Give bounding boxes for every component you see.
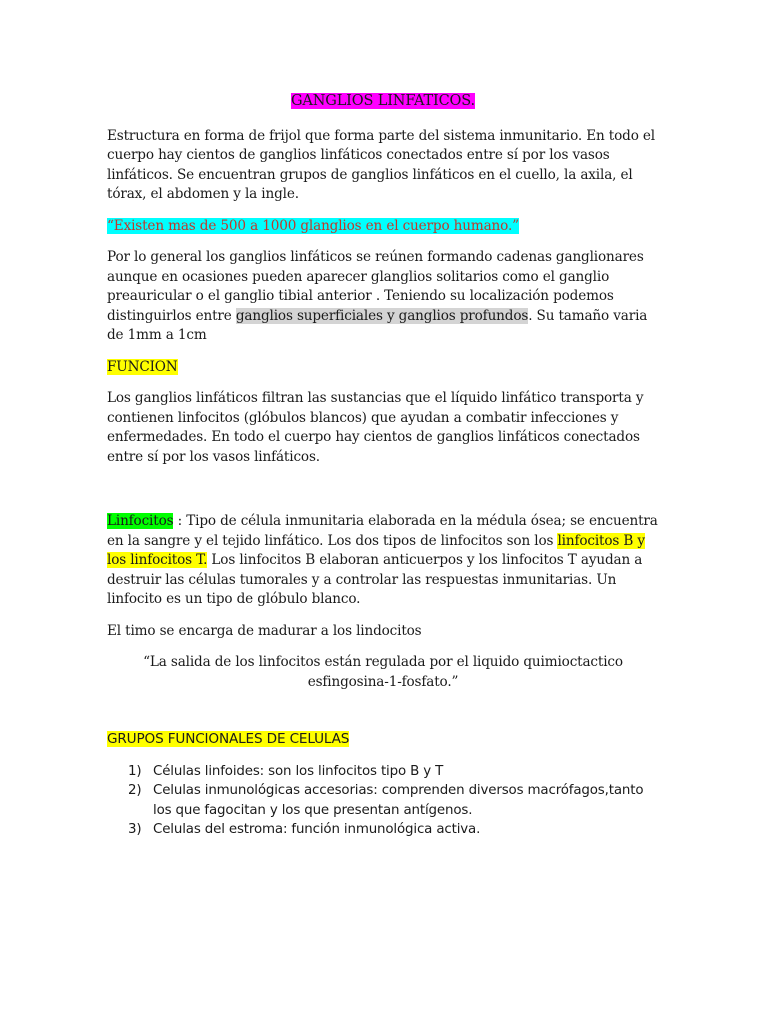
linfocitos-term: Linfocitos <box>107 513 174 529</box>
salida-quote: “La salida de los linfocitos están regulada por el liquido quimioctactico esfingosina-1-fosfato.” <box>143 654 623 690</box>
funcion-paragraph: Los ganglios linfáticos filtran las sustancias que el líquido linfático transporta y contienen linfocitos (glóbulos blancos) que ayudan a combatir infecciones y enfermedades. En todo el cuerpo hay cientos de ganglios linfáticos conectados entre sí por los vasos linfáticos. <box>107 390 644 465</box>
list-item-number: 1) <box>128 763 142 779</box>
chains-text-before: Por lo general los ganglios linfáticos se reúnen formando cadenas ganglionares aunque en ocasiones pueden aparecer glanglios solitarios como el ganglio preauricular o el ganglio tibial anterior . Teniendo su localización podemos distinguirlos entre <box>107 249 644 324</box>
quote-paragraph <box>107 217 659 237</box>
list-item-text: Celulas del estroma: función inmunológica activa. <box>153 822 481 837</box>
list-item-text: Células linfoides: son los linfocitos tipo B y T <box>153 763 444 779</box>
grupos-heading-paragraph <box>107 730 659 750</box>
list-item-text: Celulas inmunológicas accesorias: comprenden diversos macrófagos,tanto los que fagocitan y los que presentan antígenos. <box>153 783 644 818</box>
list-item <box>107 762 659 782</box>
spacer <box>107 479 659 512</box>
list-item-number: 3) <box>128 822 142 837</box>
list-item <box>107 781 659 820</box>
highlighted-quote: “Existen mas de 500 a 1000 glanglios en el cuerpo humano.” <box>107 217 519 234</box>
list-item <box>107 820 659 840</box>
intro-paragraph: Estructura en forma de frijol que forma parte del sistema inmunitario. En todo el cuerpo hay cientos de ganglios linfáticos conectados entre sí por los vasos linfáticos. Se encuentran grupos de ganglios linfáticos en el cuello, la axila, el tórax, el abdomen y la ingle. <box>107 127 656 202</box>
linfocitos-text-after: Los linfocitos B elaboran anticuerpos y los linfocitos T ayudan a destruir las células tumorales y a controlar las respuestas inmunitarias. Un linfocito es un tipo de glóbulo blanco. <box>107 552 643 607</box>
document-page <box>107 92 659 840</box>
page-title: GANGLIOS LINFATICOS. <box>290 93 476 109</box>
chains-highlight: ganglios superficiales y ganglios profundos <box>235 307 529 324</box>
chains-paragraph <box>107 248 659 346</box>
timo-paragraph: El timo se encarga de madurar a los lindocitos <box>107 622 422 639</box>
funcion-heading-paragraph <box>107 358 659 378</box>
spacer <box>107 704 659 730</box>
chains-text-after: . Su tamaño varia de 1mm a 1cm <box>107 307 648 343</box>
title-block <box>107 92 659 112</box>
grupos-heading: GRUPOS FUNCIONALES DE CELULAS <box>107 731 350 747</box>
linfocitos-highlight: linfocitos B y los linfocitos T. <box>107 532 645 568</box>
linfocitos-text-before: : Tipo de célula inmunitaria elaborada en la médula ósea; se encuentra en la sangre y el tejido linfático. Los dos tipos de linfocitos son los <box>107 513 658 549</box>
linfocitos-paragraph <box>107 512 659 610</box>
grupos-list <box>107 762 659 840</box>
list-item-number: 2) <box>128 783 142 798</box>
funcion-heading: FUNCION <box>107 358 178 375</box>
